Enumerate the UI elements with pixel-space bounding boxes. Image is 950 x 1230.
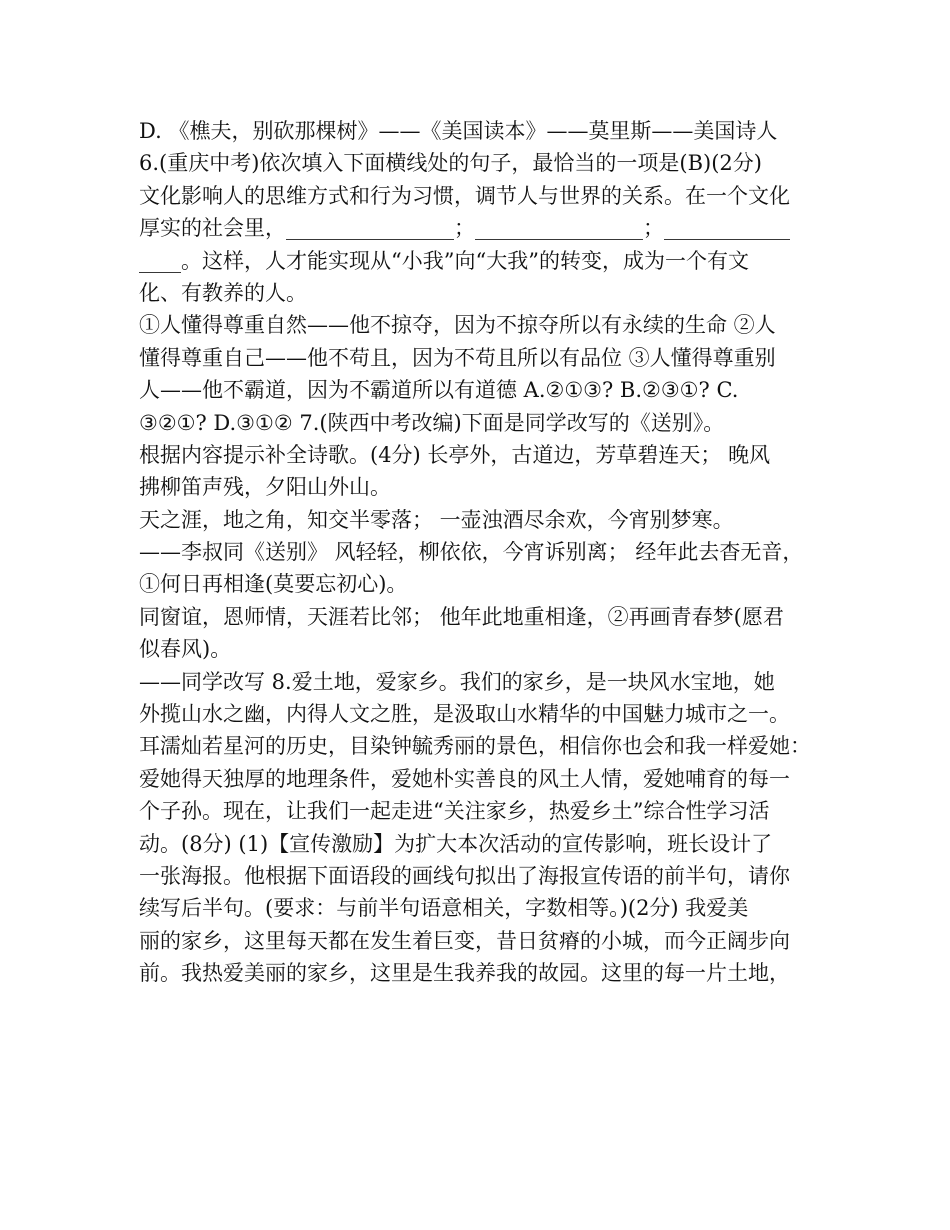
text-line: 根据内容提示补全诗歌。(4分) 长亭外，古道边，芳草碧连天； 晚风 xyxy=(139,442,771,467)
text-line: ____。这样，人才能实现从“小我”向“大我”的转变，成为一个有文 xyxy=(139,248,749,273)
text-line: 一张海报。他根据下面语段的画线句拟出了海报宣传语的前半句，请你 xyxy=(139,863,790,888)
text-line: 化、有教养的人。 xyxy=(139,280,307,305)
document-body xyxy=(139,115,829,990)
text-line: 动。(8分) (1)【宣传激励】为扩大本次活动的宣传影响，班长设计了 xyxy=(139,831,773,856)
text-line: ③②①? D.③①② 7.(陕西中考改编)下面是同学改写的《送别》。 xyxy=(139,410,725,435)
text-line: 拂柳笛声残，夕阳山外山。 xyxy=(139,475,391,500)
text-line: 续写后半句。(要求：与前半句语意相关，字数相等。)(2分) 我爱美 xyxy=(139,896,749,921)
text-line: D. 《樵夫，别砍那棵树》——《美国读本》——莫里斯——美国诗人 xyxy=(139,119,778,143)
text-line: 懂得尊重自己——他不苟且，因为不苟且所以有品位 ③人懂得尊重别 xyxy=(139,345,776,370)
text-line: 6.(重庆中考)依次填入下面横线处的句子，最恰当的一项是(B)(2分) xyxy=(139,151,762,176)
text-line: 似春风)。 xyxy=(139,637,232,662)
text-line: 同窗谊，恩师情，天涯若比邻； 他年此地重相逢，②再画青春梦(愿君 xyxy=(139,604,784,629)
text-line: ——同学改写 8.爱土地，爱家乡。我们的家乡，是一块风水宝地，她 xyxy=(139,669,775,694)
text-line: ——李叔同《送别》 风轻轻，柳依依，今宵诉别离； 经年此去杳无音， xyxy=(139,540,804,565)
text-line: 前。我热爱美丽的家乡，这里是生我养我的故园。这里的每一片土地， xyxy=(139,961,790,986)
text-line: 耳濡灿若星河的历史，目染钟毓秀丽的景色，相信你也会和我一样爱她： xyxy=(139,734,811,759)
text-line: 天之涯，地之角，知交半零落； 一壶浊酒尽余欢，今宵别梦寒。 xyxy=(139,507,734,532)
text-line: 厚实的社会里，________________；________________；____________ xyxy=(139,216,790,241)
text-line: 人——他不霸道，因为不霸道所以有道德 A.②①③? B.②③①? C. xyxy=(139,378,739,403)
text-line: 文化影响人的思维方式和行为习惯，调节人与世界的关系。在一个文化 xyxy=(139,183,790,208)
text-line: ①何日再相逢(莫要忘初心)。 xyxy=(139,572,408,597)
text-line: 个子孙。现在，让我们一起走进“关注家乡，热爱乡土”综合性学习活 xyxy=(139,799,770,824)
text-line: 爱她得天独厚的地理条件，爱她朴实善良的风土人情，爱她哺育的每一 xyxy=(139,766,790,791)
text-line: 外揽山水之幽，内得人文之胜，是汲取山水精华的中国魅力城市之一。 xyxy=(139,702,790,727)
text-line: 丽的家乡，这里每天都在发生着巨变，昔日贫瘠的小城，而今正阔步向 xyxy=(139,928,790,953)
text-line: ①人懂得尊重自然——他不掠夺，因为不掠夺所以有永续的生命 ②人 xyxy=(139,313,776,338)
